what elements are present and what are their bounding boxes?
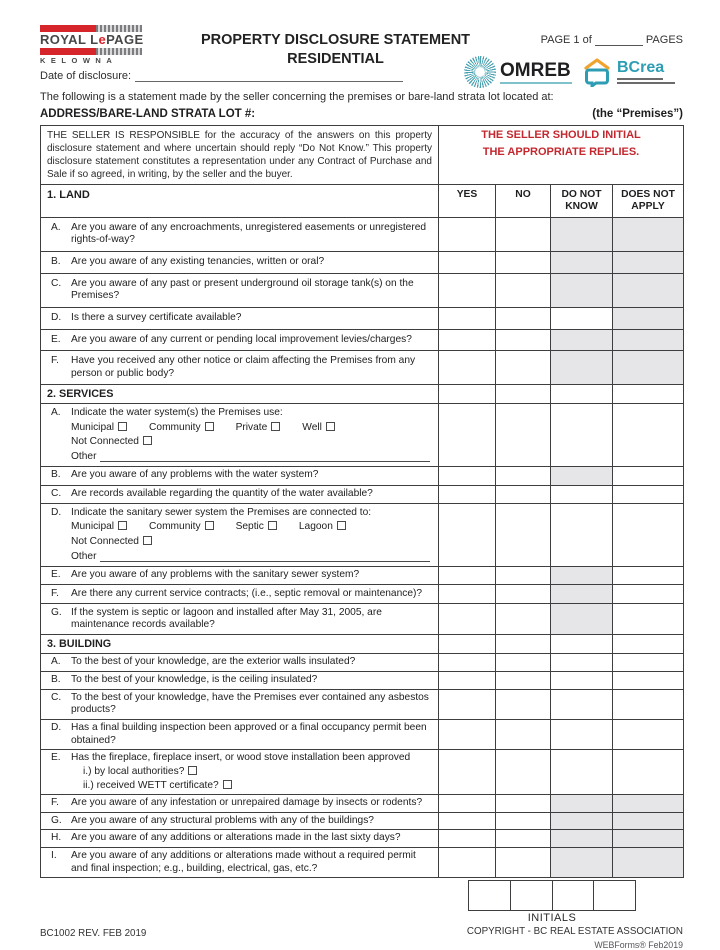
question-cell [41,351,439,385]
option-private: Private [236,422,281,435]
intro-statement: The following is a statement made by the seller concerning the premises or bare-land strata lot located at: [40,91,554,103]
option-list [71,521,432,548]
other-line [71,451,432,464]
question-text: Are you aware of any structural problems with any of the buildings? [71,814,374,826]
answer-cell-yes[interactable] [439,585,496,604]
question-text: To the best of your knowledge, have the Premises ever contained any asbestos products? [71,691,429,716]
answer-cell-dnk [551,585,613,604]
initials-box-2[interactable] [510,880,553,911]
question-text: Are you aware of any additions or alterations made in the last sixty days? [71,832,401,844]
answer-cell-yes[interactable] [439,273,496,307]
answer-cell-dna[interactable] [613,719,684,749]
question-letter: B. [51,674,61,686]
column-header-does-not-apply: DOES NOT APPLY [613,185,684,218]
question-row [41,404,684,467]
answer-cell-dnk[interactable] [551,689,613,719]
answer-cell-yes[interactable] [439,217,496,251]
checkbox-community[interactable] [205,422,214,431]
question-text: Are you aware of any additions or alterations made without a required permit and final inspection; e.g., building, electrical, gas, etc.? [71,850,416,874]
answer-cell-no[interactable] [496,273,551,307]
section-title-row [41,385,684,404]
omreb-wordmark: OMREB [500,59,571,81]
answer-cell-yes[interactable] [439,672,496,690]
question-text: Are you aware of any problems with the water system? [71,469,319,481]
question-row [41,672,684,690]
answer-cell-yes[interactable] [439,404,496,467]
answer-cell-dna[interactable] [613,404,684,467]
answer-cell-no[interactable] [496,672,551,690]
question-row [41,830,684,848]
question-text: To the best of your knowledge, are the exterior walls insulated? [71,656,356,668]
question-text: Has a final building inspection been approved or a final occupancy permit been obtained? [71,721,427,746]
question-row [41,585,684,604]
answer-cell-yes[interactable] [439,689,496,719]
question-cell [41,585,439,604]
question-letter: F. [51,797,59,809]
question-row [41,566,684,585]
answer-cell-no[interactable] [496,654,551,672]
other-line [71,551,432,564]
answer-cell-dna[interactable] [613,566,684,585]
total-pages-blank[interactable] [595,34,643,46]
answer-cell-yes[interactable] [439,719,496,749]
question-text: Indicate the water system(s) the Premises use: [71,406,283,418]
other-input-line[interactable] [100,451,430,463]
section-blank-cell [439,385,496,404]
answer-cell-dnk [551,795,613,813]
answer-cell-dna [613,329,684,351]
answer-cell-no[interactable] [496,351,551,385]
question-cell [41,848,439,878]
sub-question-2: ii.) received WETT certificate? [71,780,432,793]
section-blank-cell [439,635,496,654]
omreb-starburst-icon [464,56,496,88]
association-logos [464,56,683,88]
section-title: 2. SERVICES [41,385,439,404]
answer-cell-yes[interactable] [439,351,496,385]
answer-cell-dna [613,830,684,848]
question-text: Are you aware of any infestation or unrepaired damage by insects or rodents? [71,797,423,809]
answer-cell-no[interactable] [496,812,551,830]
answer-cell-dna [613,848,684,878]
answer-cell-dna [613,251,684,273]
answer-cell-dna[interactable] [613,585,684,604]
checkbox-community[interactable] [205,521,214,530]
logo-top-bar [40,25,142,32]
column-header-yes: YES [439,185,496,218]
answer-cell-yes[interactable] [439,830,496,848]
logo-wordmark: ROYAL LePAGE [40,32,144,47]
form-title: PROPERTY DISCLOSURE STATEMENT [200,32,471,48]
question-text: Are you aware of any current or pending local improvement levies/charges? [71,333,412,345]
checkbox-lagoon[interactable] [337,521,346,530]
answer-cell-dnk[interactable] [551,485,613,504]
question-cell [41,654,439,672]
answer-cell-dnk [551,812,613,830]
question-row [41,654,684,672]
form-subtitle: RESIDENTIAL [287,51,384,67]
answer-cell-dnk[interactable] [551,654,613,672]
question-row [41,329,684,351]
sub-question-1: i.) by local authorities? [71,766,432,779]
question-letter: C. [51,277,62,289]
question-cell [41,830,439,848]
answer-cell-dnk [551,351,613,385]
bcrea-house-icon [582,57,612,87]
answer-cell-dna[interactable] [613,466,684,485]
question-cell [41,795,439,813]
question-letter: D. [51,506,62,518]
form-code: BC1002 REV. FEB 2019 [40,928,147,940]
question-letter: F. [51,587,59,599]
section-blank-cell [551,385,613,404]
answer-cell-dnk [551,217,613,251]
question-letter: A. [51,656,61,668]
option-community: Community [149,521,214,534]
answer-cell-dna [613,351,684,385]
question-row [41,485,684,504]
option-well: Well [302,422,335,435]
question-row [41,795,684,813]
omreb-logo [464,56,572,88]
answer-cell-dnk [551,604,613,635]
question-cell [41,504,439,567]
answer-cell-dnk[interactable] [551,504,613,567]
date-of-disclosure-input[interactable] [135,69,403,82]
question-text: Are you aware of any past or present underground oil storage tank(s) on the Premises? [71,277,414,302]
question-text: Have you received any other notice or claim affecting the Premises from any person or public body? [71,355,416,379]
question-letter: I. [51,850,57,862]
question-row [41,504,684,567]
question-cell [41,217,439,251]
question-text: Are there any current service contracts; (i.e., septic removal or maintenance)? [71,587,423,599]
sub-question-checkbox-1[interactable] [188,766,197,775]
section-blank-cell [613,635,684,654]
option-lagoon: Lagoon [299,521,346,534]
section-blank-cell [551,635,613,654]
question-letter: C. [51,488,62,500]
question-text: To the best of your knowledge, is the ceiling insulated? [71,674,318,686]
question-letter: C. [51,691,62,703]
answer-cell-yes[interactable] [439,604,496,635]
checkbox-not-connected[interactable] [143,536,152,545]
question-cell [41,604,439,635]
question-row [41,351,684,385]
answer-cell-dnk[interactable] [551,672,613,690]
answer-cell-dna[interactable] [613,485,684,504]
answer-cell-no[interactable] [496,504,551,567]
question-row [41,604,684,635]
answer-cell-yes[interactable] [439,485,496,504]
option-septic: Septic [236,521,277,534]
seller-initial-instruction: THE SELLER SHOULD INITIAL THE APPROPRIATE REPLIES. [439,126,684,185]
checkbox-well[interactable] [326,422,335,431]
question-row [41,812,684,830]
question-cell [41,466,439,485]
initials-box-3[interactable] [552,880,595,911]
question-row [41,217,684,251]
question-cell [41,750,439,795]
question-text: Are records available regarding the quantity of the water available? [71,488,373,500]
answer-cell-dna [613,217,684,251]
answer-cell-no[interactable] [496,466,551,485]
other-label: Other [71,450,97,462]
column-header-row [41,185,684,218]
section-title: 3. BUILDING [41,635,439,654]
initials-boxes [468,880,636,911]
answer-cell-dna[interactable] [613,750,684,795]
other-input-line[interactable] [100,551,430,563]
option-not-connected: Not Connected [71,536,152,549]
question-text: Are you aware of any existing tenancies, written or oral? [71,255,325,267]
question-letter: B. [51,469,61,481]
answer-cell-dna [613,273,684,307]
initials-box-4[interactable] [593,880,636,911]
answer-cell-dnk [551,830,613,848]
question-cell [41,689,439,719]
answer-cell-no[interactable] [496,217,551,251]
answer-cell-yes[interactable] [439,466,496,485]
question-letter: A. [51,406,61,418]
answer-cell-no[interactable] [496,485,551,504]
premises-label: (the “Premises”) [592,108,683,120]
bcrea-tagline-2 [617,82,675,84]
disclosure-table [40,125,684,878]
question-letter: E. [51,333,61,345]
answer-cell-dnk[interactable] [551,404,613,467]
bcrea-tagline-1 [617,78,663,80]
question-text: Are you aware of any encroachments, unregistered easements or unregistered rights-of-way? [71,221,427,246]
answer-cell-yes[interactable] [439,795,496,813]
question-cell [41,812,439,830]
question-cell [41,251,439,273]
bcrea-wordmark: BCrea [617,59,665,76]
address-label: ADDRESS/BARE-LAND STRATA LOT #: [40,108,256,120]
other-label: Other [71,550,97,562]
royal-lepage-logo [40,24,158,65]
question-cell [41,566,439,585]
answer-cell-yes[interactable] [439,504,496,567]
question-cell [41,672,439,690]
answer-cell-no[interactable] [496,329,551,351]
question-letter: B. [51,255,61,267]
initials-label: INITIALS [527,912,577,925]
question-letter: H. [51,832,62,844]
answer-cell-dnk [551,329,613,351]
answer-cell-dna[interactable] [613,504,684,567]
checkbox-septic[interactable] [268,521,277,530]
question-row [41,307,684,329]
answer-cell-yes[interactable] [439,329,496,351]
answer-cell-dna [613,812,684,830]
logo-bottom-bar [40,48,142,55]
section-blank-cell [496,385,551,404]
question-row [41,273,684,307]
answer-cell-no[interactable] [496,750,551,795]
answer-cell-yes[interactable] [439,307,496,329]
answer-cell-no[interactable] [496,404,551,467]
checkbox-private[interactable] [271,422,280,431]
question-cell [41,329,439,351]
answer-cell-no[interactable] [496,585,551,604]
answer-cell-no[interactable] [496,848,551,878]
answer-cell-dnk[interactable] [551,750,613,795]
omreb-tagline [500,82,572,84]
question-text: Has the fireplace, fireplace insert, or wood stove installation been approved [71,752,411,764]
option-list [71,422,432,449]
option-municipal: Municipal [71,422,127,435]
question-row [41,848,684,878]
question-text: Is there a survey certificate available? [71,311,242,323]
question-cell [41,404,439,467]
checkbox-municipal[interactable] [118,521,127,530]
answer-cell-yes[interactable] [439,848,496,878]
question-letter: E. [51,569,61,581]
section-blank-cell [613,385,684,404]
question-letter: G. [51,814,62,826]
section-title-row [41,635,684,654]
column-header-do-not-know: DO NOT KNOW [551,185,613,218]
question-row [41,750,684,795]
option-community: Community [149,422,214,435]
answer-cell-dnk[interactable] [551,719,613,749]
question-letter: G. [51,606,62,618]
answer-cell-dna[interactable] [613,689,684,719]
form-footer [40,926,683,950]
checkbox-municipal[interactable] [118,422,127,431]
answer-cell-yes[interactable] [439,251,496,273]
question-cell [41,719,439,749]
option-not-connected: Not Connected [71,436,152,449]
answer-cell-dnk [551,566,613,585]
answer-cell-no[interactable] [496,689,551,719]
answer-cell-no[interactable] [496,566,551,585]
answer-cell-yes[interactable] [439,566,496,585]
initials-area [468,880,636,924]
answer-cell-no[interactable] [496,830,551,848]
logo-city-label: KELOWNA [40,55,118,65]
answer-cell-yes[interactable] [439,812,496,830]
question-letter: A. [51,221,61,233]
answer-cell-dna [613,795,684,813]
answer-cell-dnk [551,251,613,273]
date-of-disclosure-line: Date of disclosure: [40,69,464,88]
question-text: Are you aware of any problems with the sanitary sewer system? [71,569,360,581]
question-row [41,466,684,485]
column-header-no: NO [496,185,551,218]
bcrea-logo [582,57,675,87]
question-row [41,689,684,719]
answer-cell-dna[interactable] [613,604,684,635]
sub-question-checkbox-2[interactable] [223,780,232,789]
checkbox-not-connected[interactable] [143,436,152,445]
option-municipal: Municipal [71,521,127,534]
answer-cell-no[interactable] [496,795,551,813]
answer-cell-dnk[interactable] [551,307,613,329]
answer-cell-dna[interactable] [613,654,684,672]
answer-cell-no[interactable] [496,604,551,635]
answer-cell-dnk [551,273,613,307]
notice-row [41,126,684,185]
initials-box-1[interactable] [468,880,511,911]
answer-cell-yes[interactable] [439,654,496,672]
section-blank-cell [496,635,551,654]
copyright-notice: COPYRIGHT - BC REAL ESTATE ASSOCIATION [466,926,683,938]
question-letter: F. [51,355,59,367]
answer-cell-dna [613,307,684,329]
webforms-credit: WEBForms® Feb2019 [594,940,683,950]
answer-cell-no[interactable] [496,251,551,273]
section-title-land: 1. LAND [41,185,439,218]
question-row [41,251,684,273]
question-letter: D. [51,721,62,733]
question-cell [41,307,439,329]
question-row [41,719,684,749]
question-letter: E. [51,752,61,764]
question-text: Indicate the sanitary sewer system the Premises are connected to: [71,506,372,518]
seller-responsible-text: THE SELLER IS RESPONSIBLE for the accuracy of the answers on this property disclosure statement and where uncertain should reply “Do Not Know.” This property disclosure statement constitutes a representation under any Contract of Purchase and Sale if so agreed, in writing, by the seller and the buyer. [41,126,439,185]
answer-cell-no[interactable] [496,719,551,749]
question-text: If the system is septic or lagoon and installed after May 31, 2005, are maintenance records available? [71,606,382,631]
question-letter: D. [51,311,62,323]
answer-cell-dnk [551,848,613,878]
answer-cell-yes[interactable] [439,750,496,795]
question-cell [41,273,439,307]
answer-cell-dna[interactable] [613,672,684,690]
answer-cell-dnk [551,466,613,485]
answer-cell-no[interactable] [496,307,551,329]
question-cell [41,485,439,504]
page-number-line: PAGE 1 of PAGES [540,34,683,46]
